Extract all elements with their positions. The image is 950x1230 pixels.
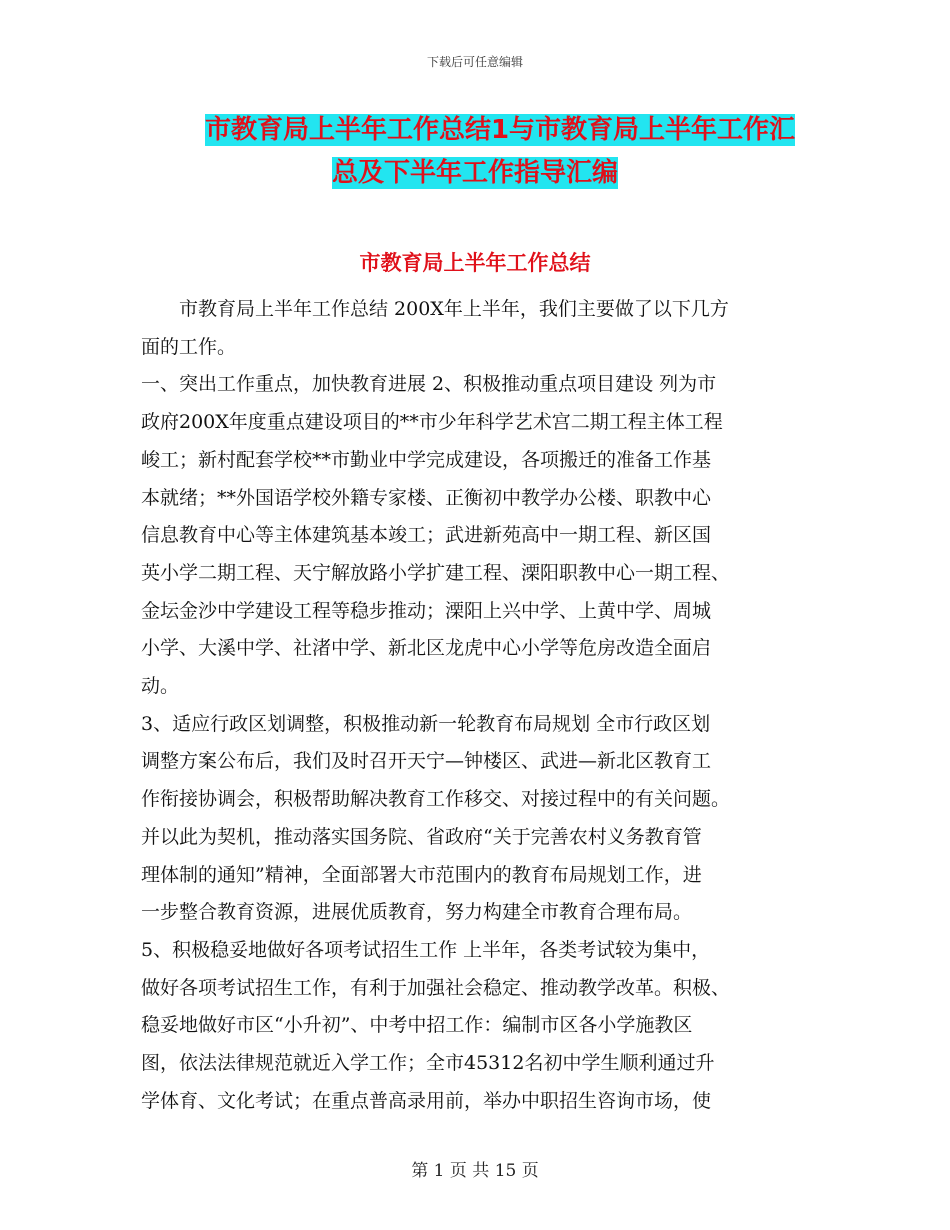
body-line: 市教育局上半年工作总结 200X年上半年，我们主要做了以下几方 [141,298,729,320]
header-note: 下载后可任意编辑 [426,55,523,69]
body-line: 5、积极稳妥地做好各项考试招生工作 上半年，各类考试较为集中， [141,938,711,961]
body-line: 理体制的通知”精神，全面部署大市范围内的教育布局规划工作，进 [141,863,702,886]
body-line: 峻工；新村配套学校**市勤业中学完成建设，各项搬迁的准备工作基 [141,448,712,471]
main-title-line-1-text: 市教育局上半年工作总结1与市教育局上半年工作汇 [204,115,796,145]
main-title-line-2 [0,156,950,190]
body-line: 政府200X年度重点建设项目的**市少年科学艺术宫二期工程主体工程 [141,411,723,434]
body-line: 一、突出工作重点，加快教育进展 2、积极推动重点项目建设 列为市 [141,373,717,396]
body-line: 作衔接协调会，积极帮助解决教育工作移交、对接过程中的有关问题。 [141,788,731,811]
body-line: 3、适应行政区划调整，积极推动新一轮教育布局规划 全市行政区划 [141,712,711,735]
body-line: 调整方案公布后，我们及时召开天宁—钟楼区、武进—新北区教育工 [141,750,712,773]
body-text [141,291,821,1120]
body-line: 稳妥地做好市区“小升初”、中考中招工作：编制市区各小学施教区 [141,1014,693,1037]
main-title-line-1 [0,113,950,147]
body-line: 信息教育中心等主体建筑基本竣工；武进新苑高中一期工程、新区国 [141,524,712,547]
main-title-line-2-text: 总及下半年工作指导汇编 [331,158,618,188]
body-line: 学体育、文化考试；在重点普高录用前，举办中职招生咨询市场，使 [141,1089,712,1112]
body-line: 并以此为契机，推动落实国务院、省政府“关于完善农村义务教育管 [141,825,702,848]
body-line: 图，依法法律规范就近入学工作；全市45312名初中学生顺利通过升 [141,1052,715,1075]
body-line: 英小学二期工程、天宁解放路小学扩建工程、溧阳职教中心一期工程、 [141,561,731,584]
page-footer: 第 1 页 共 15 页 [411,1161,539,1181]
body-line: 动。 [141,675,180,698]
body-line: 一步整合教育资源，进展优质教育，努力构建全市教育合理布局。 [141,901,693,924]
body-line: 小学、大溪中学、社渚中学、新北区龙虎中心小学等危房改造全面启 [141,637,712,660]
body-line: 金坛金沙中学建设工程等稳步推动；溧阳上兴中学、上黄中学、周城 [141,599,712,622]
section-title: 市教育局上半年工作总结 [359,251,591,275]
body-line: 面的工作。 [141,335,237,358]
body-line: 做好各项考试招生工作，有利于加强社会稳定、推动教学改革。积极、 [141,976,731,999]
body-line: 本就绪；**外国语学校外籍专家楼、正衡初中教学办公楼、职教中心 [141,486,712,509]
